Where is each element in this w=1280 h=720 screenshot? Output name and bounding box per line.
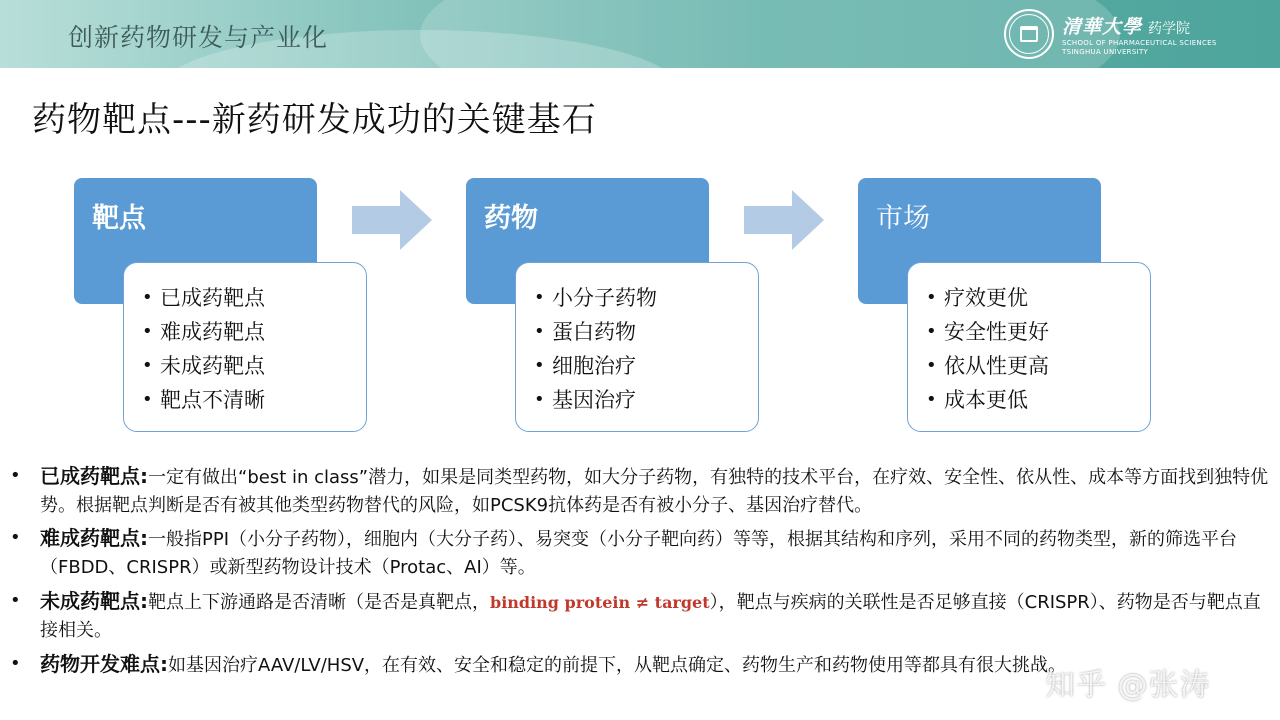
note-keyword: 未成药靶点: — [40, 589, 148, 613]
flow-box-label: 靶点 — [92, 203, 146, 234]
list-item: • 安全性更好 — [926, 320, 1049, 344]
note-keyword: 难成药靶点: — [40, 526, 148, 550]
note-keyword: 药物开发难点: — [40, 652, 168, 676]
list-item: • 已成药靶点 — [142, 286, 265, 310]
note-text: ），靶点与疾病的关联性是否足够直接（CRISPR）、药物是否与靶点直接相关。 — [40, 592, 1261, 641]
list-item: • 细胞治疗 — [534, 354, 636, 378]
list-item: • 未成药靶点 — [142, 354, 265, 378]
note-keyword: 已成药靶点: — [40, 464, 148, 488]
list-item: • 基因治疗 — [534, 388, 636, 412]
right-arrow-icon — [744, 190, 824, 250]
flow-list-target — [123, 262, 367, 432]
university-seal-icon — [1004, 9, 1054, 59]
note-text: 靶点上下游通路是否清晰（是否是真靶点， — [148, 592, 490, 613]
logo-calligraphy: 清華大學 — [1062, 15, 1143, 38]
slide-title: 药物靶点---新药研发成功的关键基石 — [32, 100, 597, 140]
flow-box-label: 市场 — [876, 203, 930, 234]
note-text: 一般指PPI（小分子药物），细胞内（大分子药）、易突变（小分子靶向药）等等，根据其结构和序列，采用不同的药物类型，新的筛选平台（FBDD、CRISPR）或新型药物设计技术（Protac、AI）等。 — [40, 529, 1238, 578]
logo-english-line2: TSINGHUA UNIVERSITY — [1062, 47, 1149, 56]
note-development-difficulty: • 药物开发难点:如基因治疗AAV/LV/HSV，在有效、安全和稳定的前提下，从靶点确定、药物生产和药物使用等都具有很大挑战。 — [10, 652, 1067, 676]
note-undrugged-target: • 未成药靶点:靶点上下游通路是否清晰（是否是真靶点，binding protein ≠ target），靶点与疾病的关联性是否足够直接（CRISPR）、药物是否与靶点直接相关。 — [10, 589, 1261, 641]
list-item: • 难成药靶点 — [142, 320, 265, 344]
list-item: • 蛋白药物 — [534, 320, 636, 344]
note-difficult-target: • 难成药靶点:一般指PPI（小分子药物），细胞内（大分子药）、易突变（小分子靶向药）等等，根据其结构和序列，采用不同的药物类型，新的筛选平台（FBDD、CRISPR）或新型药物设计技术（Protac、AI）等。 — [10, 526, 1238, 578]
right-arrow-icon — [352, 190, 432, 250]
note-text: 如基因治疗AAV/LV/HSV，在有效、安全和稳定的前提下，从靶点确定、药物生产和药物使用等都具有很大挑战。 — [168, 655, 1067, 676]
header-band — [0, 0, 1280, 68]
course-title: 创新药物研发与产业化 — [68, 23, 329, 52]
flow-list-market — [907, 262, 1151, 432]
logo-english-line1: SCHOOL OF PHARMACEUTICAL SCIENCES — [1062, 38, 1217, 47]
list-item: • 成本更低 — [926, 388, 1028, 412]
school-logo — [1004, 8, 1217, 60]
watermark: 知乎 @张涛 — [1045, 668, 1211, 703]
logo-school-name: 药学院 — [1148, 20, 1191, 37]
list-item: • 小分子药物 — [534, 286, 657, 310]
note-approved-target: • 已成药靶点:一定有做出“best in class”潜力，如果是同类型药物，如大分子药物，有独特的技术平台，在疗效、安全性、依从性、成本等方面找到独特优势。根据靶点判断是否有被其他类型药物替代的风险，如PCSK9抗体药是否有被小分子、基因治疗替代。 — [10, 464, 1269, 516]
list-item: • 靶点不清晰 — [142, 388, 265, 412]
list-item: • 疗效更优 — [926, 286, 1028, 310]
note-highlight: binding protein ≠ target — [490, 593, 710, 612]
note-text: 一定有做出“best in class”潜力，如果是同类型药物，如大分子药物，有独特的技术平台，在疗效、安全性、依从性、成本等方面找到独特优势。根据靶点判断是否有被其他类型药物替代的风险，如PCSK9抗体药是否有被小分子、基因治疗替代。 — [40, 467, 1269, 516]
flow-list-drug — [515, 262, 759, 432]
flow-box-label: 药物 — [484, 203, 538, 234]
list-item: • 依从性更高 — [926, 354, 1049, 378]
